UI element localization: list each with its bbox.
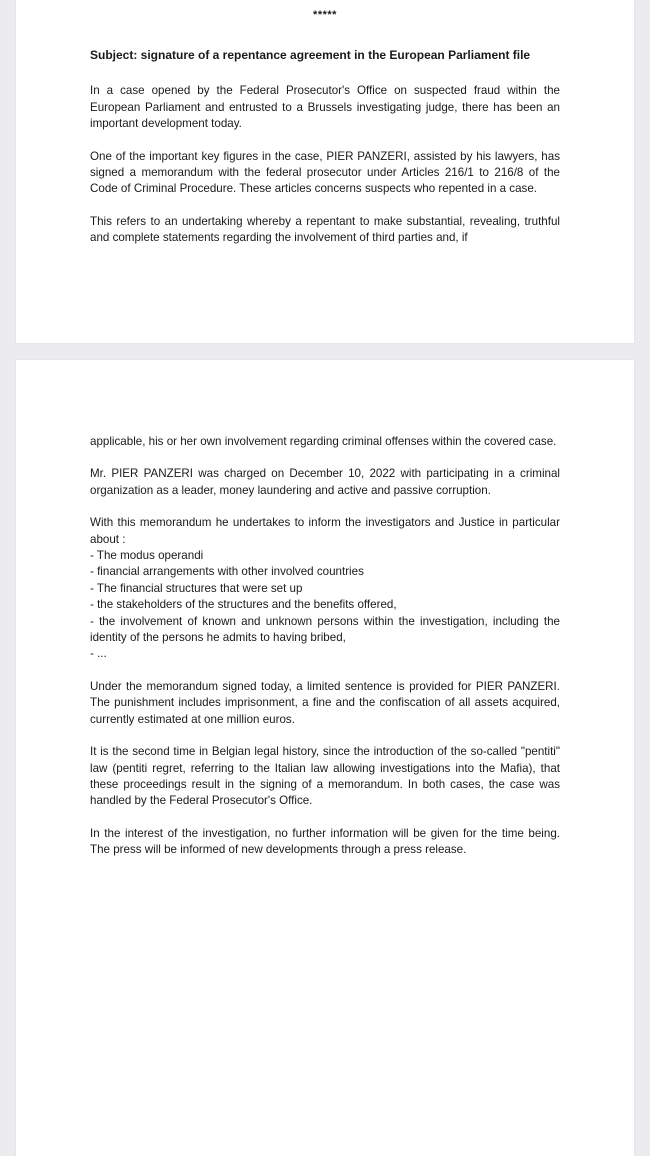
- subject-line: Subject: signature of a repentance agreement in the European Parliament file: [90, 48, 531, 62]
- separator-stars: *****: [313, 9, 337, 21]
- page-2-body: [90, 434, 560, 859]
- paragraph-intro: In a case opened by the Federal Prosecutor's Office on suspected fraud within the European Parliament and entrusted to a Brussels investigating judge, there has been an important development today.: [90, 84, 560, 131]
- paragraph-undertaking: This refers to an undertaking whereby a repentant to make substantial, revealing, truthful and complete statements regarding the involvement of third parties and, if: [90, 214, 560, 245]
- list-item: - the involvement of known and unknown persons within the investigation, including the identity of the persons he admits to having bribed,: [90, 614, 560, 645]
- list-item: - The modus operandi: [90, 549, 204, 563]
- list-item: - ...: [90, 647, 107, 661]
- list-item: - financial arrangements with other involved countries: [90, 565, 364, 579]
- paragraph-sentence: Under the memorandum signed today, a limited sentence is provided for PIER PANZERI. The punishment includes imprisonment, a fine and the confiscation of all assets acquired, currently estimated at one million euros.: [90, 679, 560, 726]
- undertakings-list: [90, 548, 560, 663]
- paragraph-key-figure: One of the important key figures in the case, PIER PANZERI, assisted by his lawyers, has signed a memorandum with the federal prosecutor under Articles 216/1 to 216/8 of the Code of Criminal Procedure. These articles concerns suspects who repented in a case.: [90, 149, 560, 196]
- paragraph-memorandum-intro: With this memorandum he undertakes to inform the investigators and Justice in particular about :: [90, 516, 560, 546]
- page-1-body: [90, 47, 560, 247]
- list-item: - the stakeholders of the structures and the benefits offered,: [90, 598, 397, 612]
- document-page-1: [16, 0, 634, 343]
- paragraph-history: It is the second time in Belgian legal history, since the introduction of the so-called "pentiti" law (pentiti regret, referring to the Italian law allowing investigations into the Mafia), that these proceedings result in the signing of a memorandum. In both cases, the case was handled by the Federal Prosecutor's Office.: [90, 745, 560, 808]
- paragraph-closing: In the interest of the investigation, no further information will be given for the time being. The press will be informed of new developments through a press release.: [90, 826, 560, 857]
- paragraph-continuation: applicable, his or her own involvement regarding criminal offenses within the covered case.: [90, 435, 557, 448]
- paragraph-charged: Mr. PIER PANZERI was charged on December 10, 2022 with participating in a criminal organization as a leader, money laundering and active and passive corruption.: [90, 467, 560, 497]
- document-page-2: [16, 360, 634, 1156]
- list-item: - The financial structures that were set up: [90, 581, 303, 595]
